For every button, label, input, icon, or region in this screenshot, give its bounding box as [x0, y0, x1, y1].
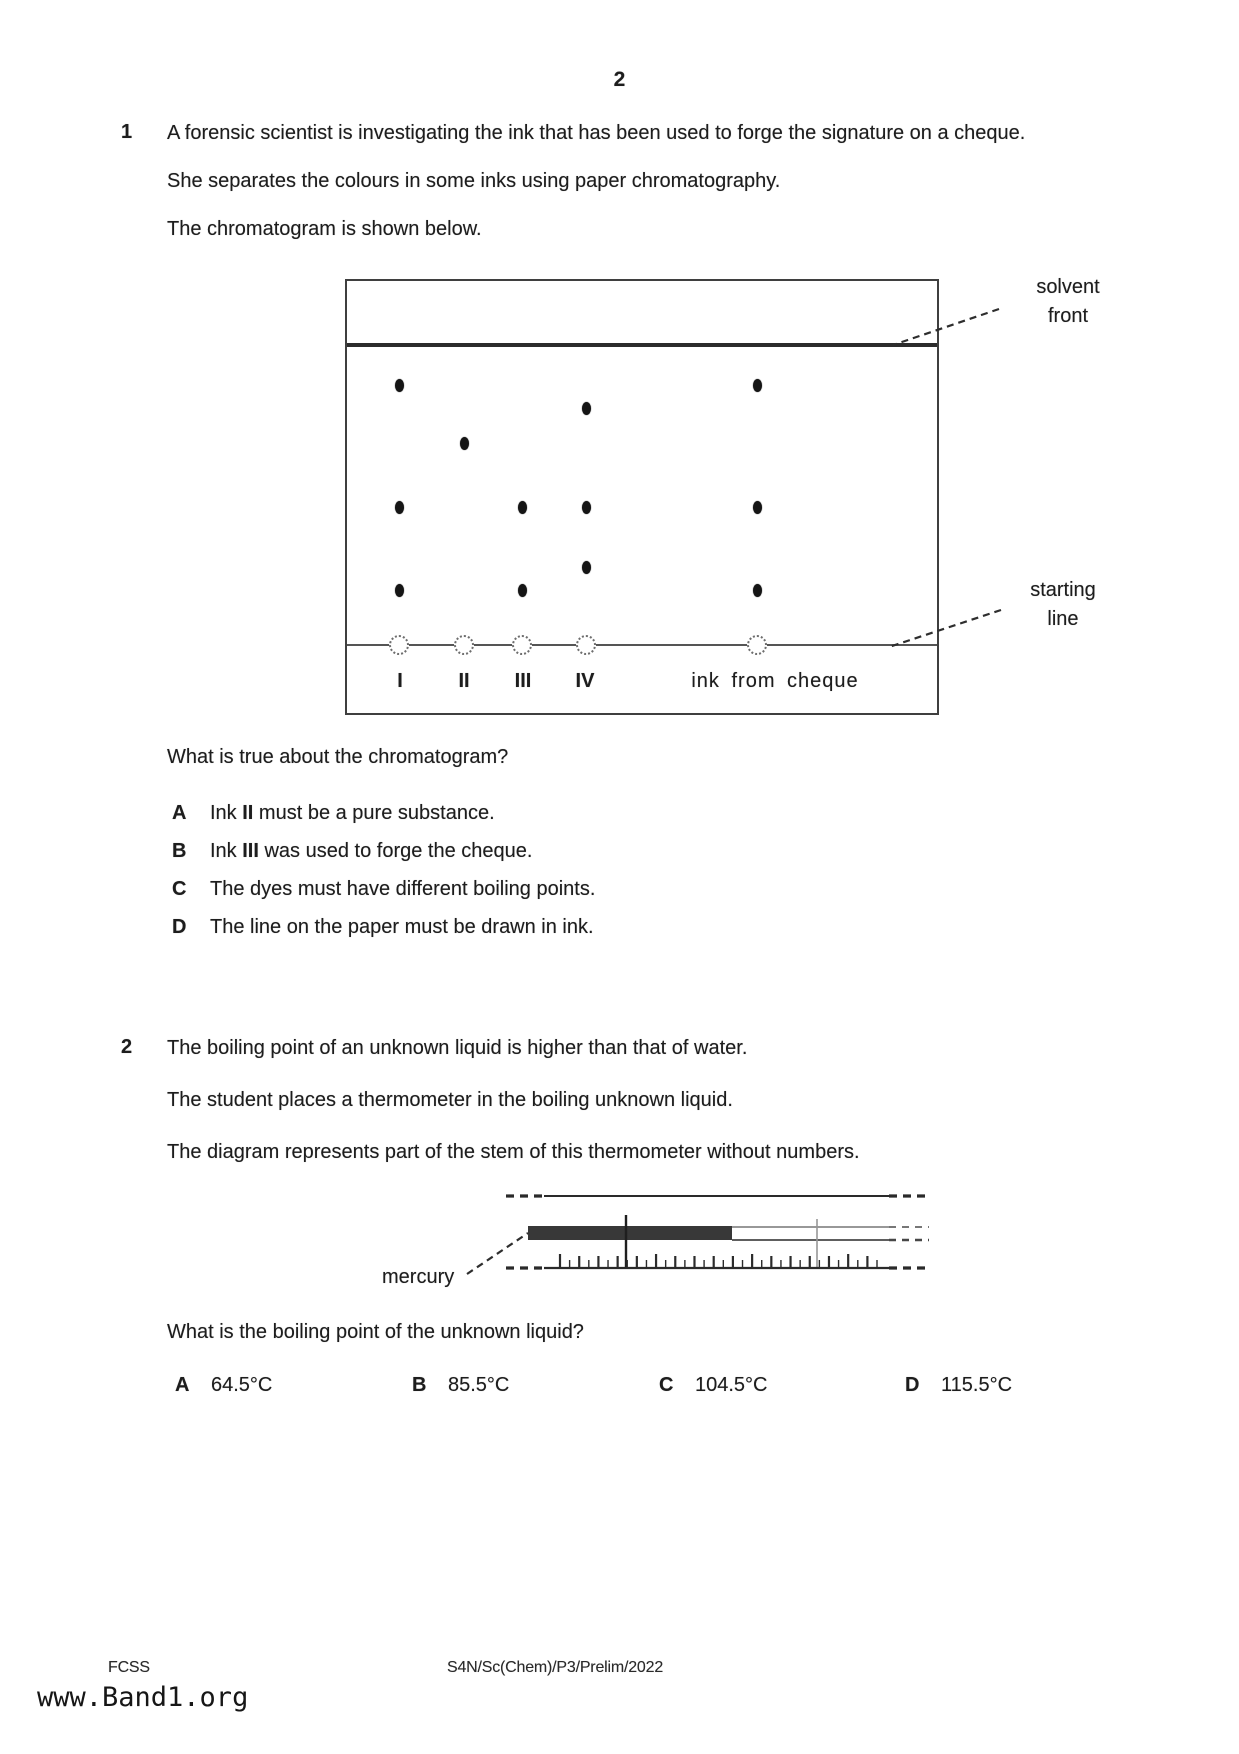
chromatogram-spot: [395, 584, 404, 597]
q1-option-a-text: Ink II must be a pure substance.: [210, 802, 495, 824]
q1-option-d: [172, 915, 594, 939]
chromatogram-spot: [395, 501, 404, 514]
page-number: 2: [613, 68, 626, 91]
lane-label-III: III: [514, 670, 532, 692]
q2-option-c-value: 104.5°C: [695, 1374, 768, 1396]
q2-option-d-value: 115.5°C: [941, 1374, 1013, 1396]
chromatogram-spot: [582, 402, 591, 415]
q2-para2: The student places a thermometer in the boiling unknown liquid.: [167, 1089, 733, 1111]
starting-line-label-line2: line: [1047, 608, 1079, 630]
mercury-column: [528, 1226, 732, 1240]
q2-option-c-letter: C: [659, 1374, 674, 1396]
solvent-front-label-line1: solvent: [1036, 276, 1100, 298]
q1-option-b-letter: B: [172, 840, 187, 862]
chromatogram-spot: [460, 437, 469, 450]
q1-option-b: [172, 839, 532, 863]
footer-watermark: www.Band1.org: [37, 1682, 249, 1713]
q1-option-c-letter: C: [172, 878, 187, 900]
q1-option-c-text: The dyes must have different boiling points.: [210, 878, 596, 900]
chromatogram-spot: [753, 501, 762, 514]
q1-option-a: [172, 801, 495, 825]
q1-para1: A forensic scientist is investigating the ink that has been used to forge the signature on a cheque.: [167, 122, 1026, 144]
chromatogram-diagram: [345, 279, 939, 715]
q2-option-b-value: 85.5°C: [448, 1374, 510, 1396]
solvent-front-line: [347, 343, 937, 347]
lane-label-I: I: [397, 670, 403, 692]
q2-number: 2: [121, 1036, 133, 1058]
lane-label-II: II: [458, 670, 470, 692]
chromatogram-spot: [582, 501, 591, 514]
q2-para1: The boiling point of an unknown liquid is higher than that of water.: [167, 1037, 748, 1059]
q2-question: What is the boiling point of the unknown liquid?: [167, 1321, 584, 1343]
q1-option-c: [172, 877, 595, 901]
chromatogram-spot: [518, 584, 527, 597]
q2-option-a-value: 64.5°C: [211, 1374, 273, 1396]
origin-spot-circle-5: [747, 635, 767, 655]
starting-line-label: [998, 576, 1128, 634]
footer-school-code: FCSS: [108, 1659, 150, 1676]
q2-option-b: [412, 1373, 509, 1397]
origin-spot-circle-2: [454, 635, 474, 655]
chromatogram-spot: [395, 379, 404, 392]
q1-para3: The chromatogram is shown below.: [167, 218, 482, 240]
chromatogram-spot: [582, 561, 591, 574]
q2-para3: The diagram represents part of the stem of this thermometer without numbers.: [167, 1141, 860, 1163]
solvent-front-label-line2: front: [1047, 305, 1089, 327]
origin-spot-circle-1: [389, 635, 409, 655]
solvent-front-label: [1003, 273, 1133, 331]
ink-from-cheque-label: ink from cheque: [691, 670, 859, 692]
q1-question: What is true about the chromatogram?: [167, 746, 509, 768]
lane-label-IV: IV: [575, 670, 595, 692]
q2-option-c: [659, 1373, 768, 1397]
origin-spot-circle-3: [512, 635, 532, 655]
q2-option-b-letter: B: [412, 1374, 427, 1396]
mercury-leader-line: [467, 1233, 528, 1274]
q1-option-d-text: The line on the paper must be drawn in ink.: [210, 916, 594, 938]
q2-option-a: [175, 1373, 272, 1397]
q1-option-d-letter: D: [172, 916, 187, 938]
chromatogram-spot: [753, 379, 762, 392]
mercury-label: mercury: [382, 1266, 455, 1288]
footer-paper-code: S4N/Sc(Chem)/P3/Prelim/2022: [447, 1659, 664, 1676]
q2-option-d-letter: D: [905, 1374, 920, 1396]
q1-option-a-letter: A: [172, 802, 187, 824]
chromatogram-spot: [518, 501, 527, 514]
q1-number: 1: [121, 121, 133, 143]
q2-option-d: [905, 1373, 1012, 1397]
starting-line-label-line1: starting: [1030, 579, 1096, 601]
starting-line: [347, 644, 937, 646]
q1-para2: She separates the colours in some inks using paper chromatography.: [167, 170, 781, 192]
origin-spot-circle-4: [576, 635, 596, 655]
q1-option-b-text: Ink III was used to forge the cheque.: [210, 840, 533, 862]
q2-option-a-letter: A: [175, 1374, 190, 1396]
chromatogram-spot: [753, 584, 762, 597]
